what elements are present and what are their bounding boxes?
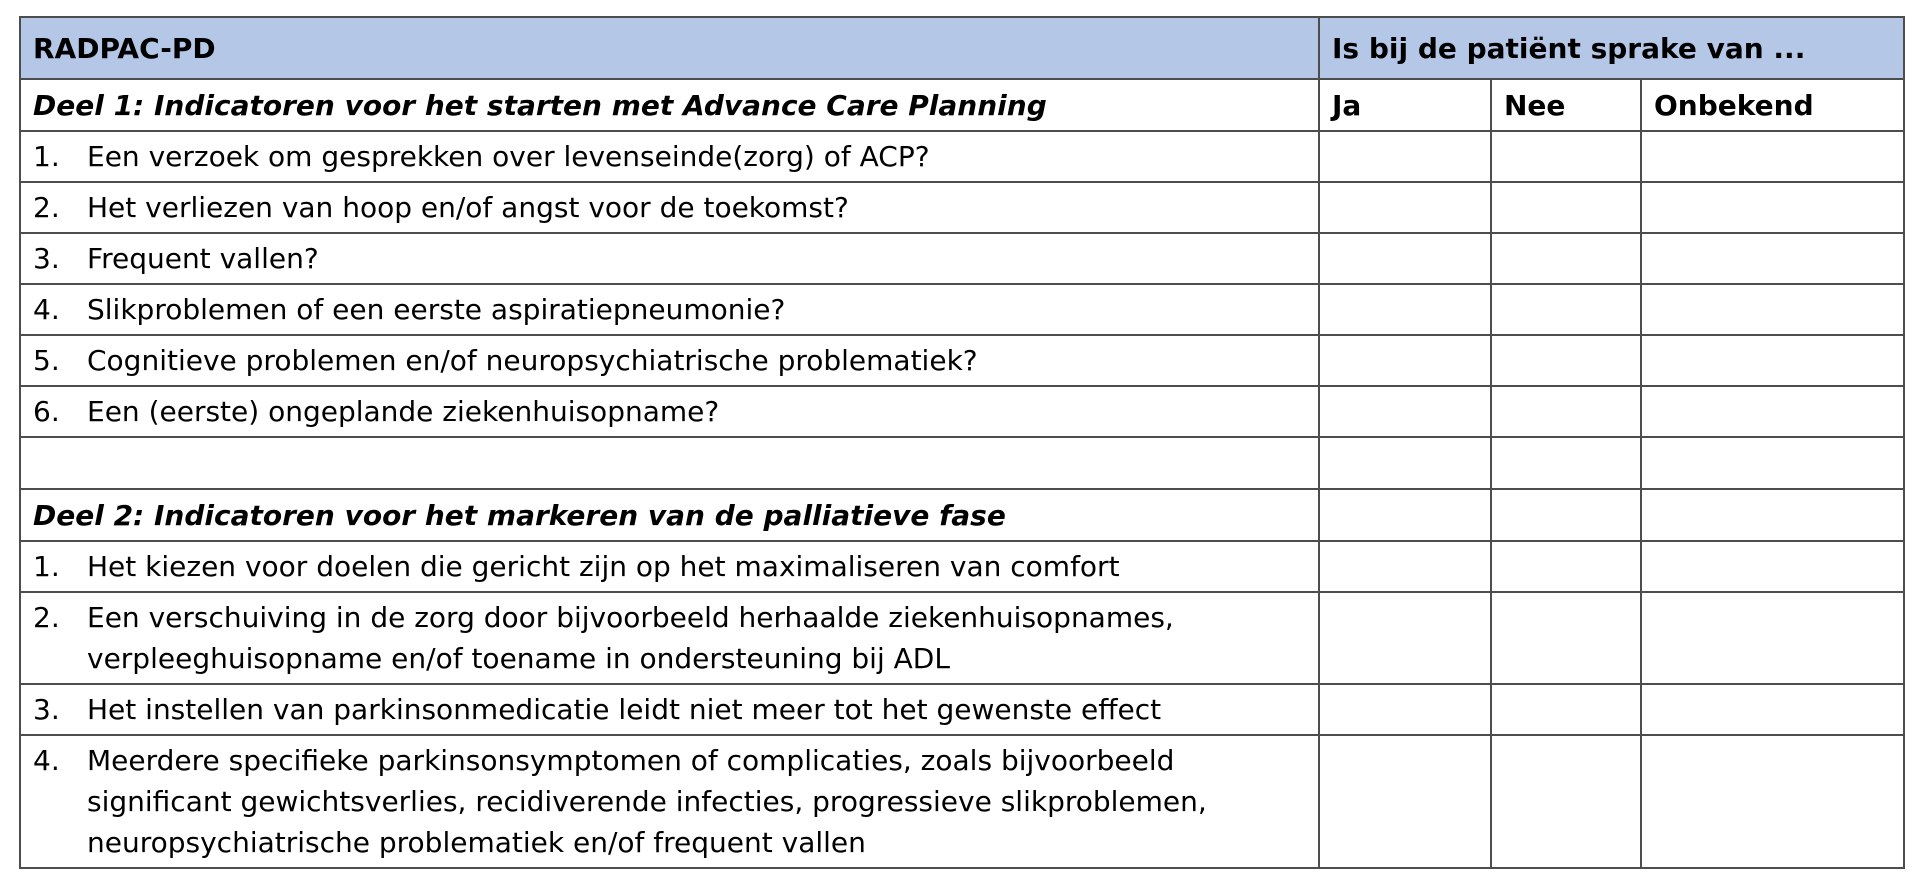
- table-row: [20, 131, 1904, 182]
- table-title: RADPAC-PD: [20, 17, 1319, 79]
- part2-section-row: [20, 489, 1904, 541]
- item-number: 4.: [33, 293, 60, 326]
- table-row: [20, 233, 1904, 284]
- item-text: Slikproblemen of een eerste aspiratiepneumonie?: [87, 293, 786, 326]
- item-number: 6.: [33, 395, 60, 428]
- table-header-row: [20, 17, 1904, 79]
- answer-cell-nee[interactable]: [1491, 592, 1641, 684]
- indicator-cell: [20, 592, 1319, 684]
- item-number: 4.: [33, 744, 60, 777]
- item-text-line: Een verschuiving in de zorg door bijvoorbeeld herhaalde ziekenhuisopnames,: [87, 601, 1174, 634]
- column-onbekend: Onbekend: [1641, 79, 1904, 131]
- answer-cell-onbekend[interactable]: [1641, 131, 1904, 182]
- answer-cell-ja[interactable]: [1319, 592, 1491, 684]
- answer-cell-onbekend[interactable]: [1641, 233, 1904, 284]
- item-number: 3.: [33, 693, 60, 726]
- empty-cell: [20, 437, 1319, 489]
- answer-cell-nee[interactable]: [1491, 284, 1641, 335]
- table-row: [20, 335, 1904, 386]
- radpac-pd-table: [19, 16, 1905, 869]
- column-nee: Nee: [1491, 79, 1641, 131]
- answer-cell-onbekend[interactable]: [1641, 592, 1904, 684]
- indicator-cell: [20, 131, 1319, 182]
- answer-cell-ja[interactable]: [1319, 386, 1491, 437]
- answer-cell-nee[interactable]: [1491, 131, 1641, 182]
- indicator-cell: [20, 386, 1319, 437]
- answer-cell-ja[interactable]: [1319, 284, 1491, 335]
- indicator-cell: [20, 735, 1319, 868]
- indicator-cell: [20, 541, 1319, 592]
- answer-cell-nee[interactable]: [1491, 684, 1641, 735]
- indicator-cell: [20, 182, 1319, 233]
- answer-cell-ja[interactable]: [1319, 335, 1491, 386]
- item-number: 3.: [33, 242, 60, 275]
- answer-cell-ja[interactable]: [1319, 735, 1491, 868]
- answer-cell-onbekend[interactable]: [1641, 182, 1904, 233]
- part2-title: Deel 2: Indicatoren voor het markeren van de palliatieve fase: [20, 489, 1319, 541]
- part1-section-row: [20, 79, 1904, 131]
- empty-cell: [1319, 489, 1491, 541]
- column-ja: Ja: [1319, 79, 1491, 131]
- answer-cell-onbekend[interactable]: [1641, 541, 1904, 592]
- item-number: 5.: [33, 344, 60, 377]
- empty-cell: [1491, 489, 1641, 541]
- answer-cell-onbekend[interactable]: [1641, 386, 1904, 437]
- item-number: 2.: [33, 601, 60, 634]
- item-text: Het kiezen voor doelen die gericht zijn op het maximaliseren van comfort: [87, 550, 1120, 583]
- answer-cell-onbekend[interactable]: [1641, 684, 1904, 735]
- spacer-row: [20, 437, 1904, 489]
- item-text: Het instellen van parkinsonmedicatie leidt niet meer tot het gewenste effect: [87, 693, 1162, 726]
- item-text: [87, 597, 1306, 679]
- answer-cell-ja[interactable]: [1319, 684, 1491, 735]
- item-text-line: verpleeghuisopname en/of toename in ondersteuning bij ADL: [87, 642, 950, 675]
- answer-cell-nee[interactable]: [1491, 541, 1641, 592]
- empty-cell: [1641, 489, 1904, 541]
- item-number: 1.: [33, 550, 60, 583]
- empty-cell: [1641, 437, 1904, 489]
- item-text: [87, 740, 1306, 863]
- table-row: [20, 182, 1904, 233]
- item-text: Cognitieve problemen en/of neuropsychiatrische problematiek?: [87, 344, 978, 377]
- question-header: Is bij de patiënt sprake van ...: [1319, 17, 1904, 79]
- part1-title: Deel 1: Indicatoren voor het starten met Advance Care Planning: [20, 79, 1319, 131]
- item-text-line: neuropsychiatrische problematiek en/of frequent vallen: [87, 826, 866, 859]
- answer-cell-onbekend[interactable]: [1641, 335, 1904, 386]
- answer-cell-nee[interactable]: [1491, 386, 1641, 437]
- table-row: [20, 386, 1904, 437]
- answer-cell-nee[interactable]: [1491, 735, 1641, 868]
- answer-cell-nee[interactable]: [1491, 233, 1641, 284]
- item-text: Een verzoek om gesprekken over levenseinde(zorg) of ACP?: [87, 140, 930, 173]
- item-text: Een (eerste) ongeplande ziekenhuisopname?: [87, 395, 720, 428]
- answer-cell-nee[interactable]: [1491, 335, 1641, 386]
- answer-cell-ja[interactable]: [1319, 182, 1491, 233]
- indicator-cell: [20, 233, 1319, 284]
- indicator-cell: [20, 684, 1319, 735]
- answer-cell-ja[interactable]: [1319, 233, 1491, 284]
- empty-cell: [1319, 437, 1491, 489]
- item-text: Frequent vallen?: [87, 242, 319, 275]
- item-text-line: Meerdere specifieke parkinsonsymptomen of complicaties, zoals bijvoorbeeld: [87, 744, 1175, 777]
- answer-cell-ja[interactable]: [1319, 131, 1491, 182]
- table-row: [20, 592, 1904, 684]
- answer-cell-onbekend[interactable]: [1641, 284, 1904, 335]
- answer-cell-ja[interactable]: [1319, 541, 1491, 592]
- answer-cell-onbekend[interactable]: [1641, 735, 1904, 868]
- table-row: [20, 284, 1904, 335]
- answer-cell-nee[interactable]: [1491, 182, 1641, 233]
- empty-cell: [1491, 437, 1641, 489]
- table-row: [20, 684, 1904, 735]
- item-number: 2.: [33, 191, 60, 224]
- item-text-line: significant gewichtsverlies, recidiverende infecties, progressieve slikproblemen,: [87, 785, 1207, 818]
- item-text: Het verliezen van hoop en/of angst voor de toekomst?: [87, 191, 849, 224]
- indicator-cell: [20, 284, 1319, 335]
- indicator-cell: [20, 335, 1319, 386]
- item-number: 1.: [33, 140, 60, 173]
- table-row: [20, 541, 1904, 592]
- table-row: [20, 735, 1904, 868]
